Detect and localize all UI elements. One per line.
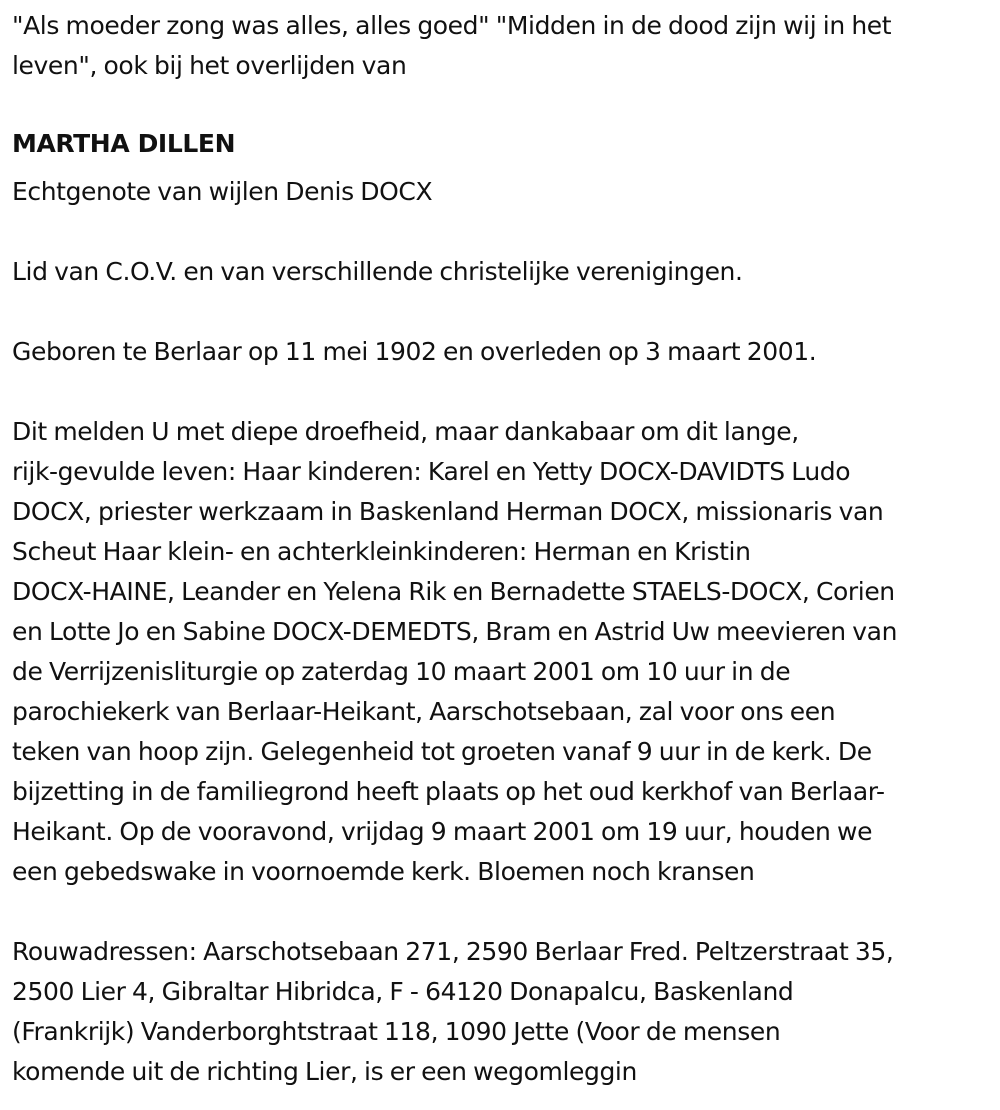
membership-paragraph: Lid van C.O.V. en van verschillende christelijke verenigingen. bbox=[12, 257, 743, 286]
announcement-paragraph: Dit melden U met diepe droefheid, maar dankabaar om dit lange, rijk-gevulde leven: Haar kinderen: Karel en Yetty DOCX-DAVIDTS Ludo DOCX, priester werkzaam in Baskenland Herman DOCX, missionaris van Scheut Haar klein- en achterkleinkinderen: Herman en Kristin DOCX-HAINE, Leander en Yelena Rik en Bernadette STAELS-DOCX, Corien en Lotte Jo en Sabine DOCX-DEMEDTS, Bram en Astrid Uw meevieren van de Verrijzenisliturgie op zaterdag 10 maart 2001 om 10 uur in de parochiekerk van Berlaar-Heikant, Aarschotsebaan, zal voor ons een teken van hoop zijn. Gelegenheid tot groeten vanaf 9 uur in de kerk. De bijzetting in de familiegrond heeft plaats op het oud kerkhof van Berlaar- Heikant. Op de vooravond, vrijdag 9 maart 2001 om 19 uur, houden we een gebedswake in voornoemde kerk. Bloemen noch kransen bbox=[12, 417, 898, 886]
deceased-name-heading: MARTHA DILLEN bbox=[12, 129, 236, 158]
spouse-line: Echtgenote van wijlen Denis DOCX bbox=[12, 177, 433, 206]
addresses-paragraph: Rouwadressen: Aarschotsebaan 271, 2590 Berlaar Fred. Peltzerstraat 35, 2500 Lier 4, Gibraltar Hibridca, F - 64120 Donapalcu, Baskenland (Frankrijk) Vanderborghtstraat 118, 1090 Jette (Voor de mensen komende uit de richting Lier, is er een wegomleggin bbox=[12, 937, 894, 1086]
birth-death-paragraph: Geboren te Berlaar op 11 mei 1902 en overleden op 3 maart 2001. bbox=[12, 337, 817, 366]
intro-quote-paragraph: "Als moeder zong was alles, alles goed" "Midden in de dood zijn wij in het leven", ook bij het overlijden van bbox=[12, 11, 892, 80]
